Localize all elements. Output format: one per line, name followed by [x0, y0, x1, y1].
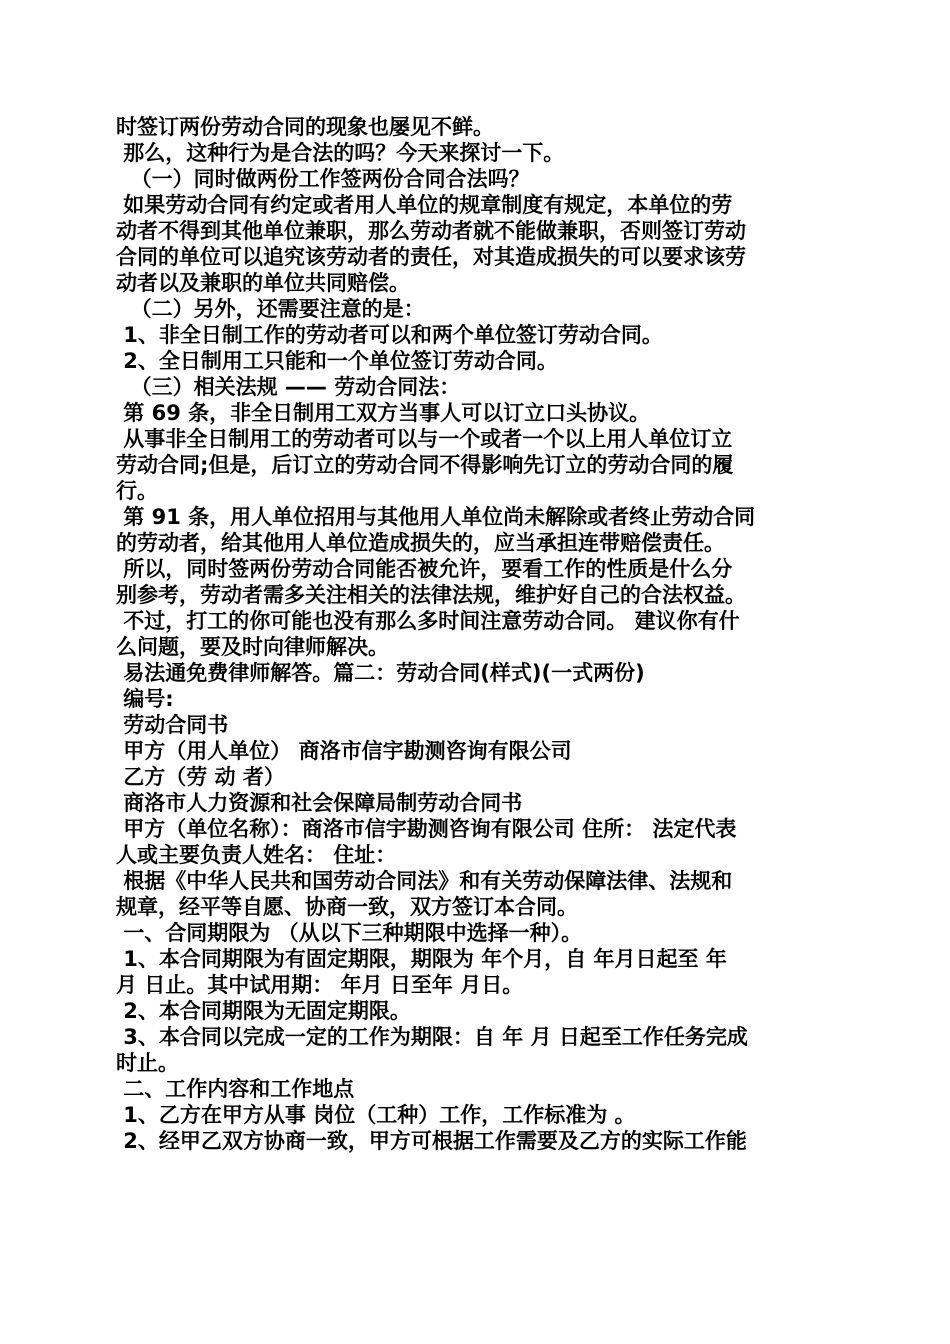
text-line: 甲方（单位名称）：商洛市信宇勘测咨询有限公司 住所： 法定代表	[116, 817, 737, 841]
text-line: 2、经甲乙双方协商一致，甲方可根据工作需要及乙方的实际工作能	[116, 1129, 747, 1153]
text-line: 2、本合同期限为无固定期限。	[116, 999, 411, 1023]
text-line: 2、全日制用工只能和一个单位签订劳动合同。	[116, 349, 558, 373]
text-line: 根据《中华人民共和国劳动合同法》和有关劳动保障法律、法规和	[116, 869, 733, 893]
text-line: 编号:	[116, 687, 174, 711]
text-line: 时签订两份劳动合同的现象也屡见不鲜。	[116, 115, 494, 139]
text-line: 动者不得到其他单位兼职，那么劳动者就不能做兼职，否则签订劳动	[116, 219, 746, 243]
section-heading: 二、工作内容和工作地点	[116, 1077, 355, 1101]
text-line: 1、非全日制工作的劳动者可以和两个单位签订劳动合同。	[116, 323, 663, 347]
text-line: 不过，打工的你可能也没有那么多时间注意劳动合同。 建议你有什	[116, 609, 740, 633]
text-line: 时止。	[116, 1051, 179, 1075]
contract-title: 劳动合同书	[116, 713, 229, 737]
text-line: 人或主要负责人姓名： 住址：	[116, 843, 397, 867]
text-line: 1、本合同期限为有固定期限，期限为 年个月，自 年月日起至 年	[116, 947, 727, 971]
document-body	[116, 114, 838, 1154]
text-line: 动者以及兼职的单位共同赔偿。	[116, 271, 410, 295]
text-line: 从事非全日制用工的劳动者可以与一个或者一个以上用人单位订立	[116, 427, 733, 451]
section-heading: 一、合同期限为 （从以下三种期限中选择一种）。	[116, 921, 583, 945]
text-line: 如果劳动合同有约定或者用人单位的规章制度有规定，本单位的劳	[116, 193, 733, 217]
text-line: 乙方（劳 动 者）	[116, 765, 285, 789]
text-line: 所以，同时签两份劳动合同能否被允许，要看工作的性质是什么分	[116, 557, 733, 581]
text-line: 别参考，劳动者需多关注相关的法律法规，维护好自己的合法权益。	[116, 583, 746, 607]
section-heading: （三）相关法规 —— 劳动合同法：	[116, 375, 461, 399]
text-line: 劳动合同;但是，后订立的劳动合同不得影响先订立的劳动合同的履	[116, 453, 734, 477]
text-line: 易法通免费律师解答。篇二：劳动合同(样式)(一式两份)	[116, 661, 645, 685]
section-heading: （二）另外，还需要注意的是：	[116, 297, 425, 321]
text-line: 合同的单位可以追究该劳动者的责任，对其造成损失的可以要求该劳	[116, 245, 746, 269]
text-line: 第 69 条，非全日制用工双方当事人可以订立口头协议。	[116, 401, 651, 425]
text-line: 3、本合同以完成一定的工作为期限：自 年 月 日起至工作任务完成	[116, 1025, 748, 1049]
text-line: 1、乙方在甲方从事 岗位（工种）工作，工作标准为 。	[116, 1103, 636, 1127]
text-line: 么问题，要及时向律师解决。	[116, 635, 389, 659]
text-line: 行。	[116, 479, 158, 503]
text-line: 甲方（用人单位） 商洛市信宇勘测咨询有限公司	[116, 739, 572, 763]
text-line: 那么，这种行为是合法的吗？今天来探讨一下。	[116, 141, 565, 165]
text-line: 月 日止。其中试用期： 年月 日至年 月日。	[116, 973, 524, 997]
text-line: 第 91 条，用人单位招用与其他用人单位尚未解除或者终止劳动合同	[116, 505, 756, 529]
text-line: 的劳动者，给其他用人单位造成损失的，应当承担连带赔偿责任。	[116, 531, 725, 555]
text-line: 商洛市人力资源和社会保障局制劳动合同书	[116, 791, 523, 815]
text-line: 规章，经平等自愿、协商一致，双方签订本合同。	[116, 895, 578, 919]
section-heading: （一）同时做两份工作签两份合同合法吗？	[116, 167, 530, 191]
